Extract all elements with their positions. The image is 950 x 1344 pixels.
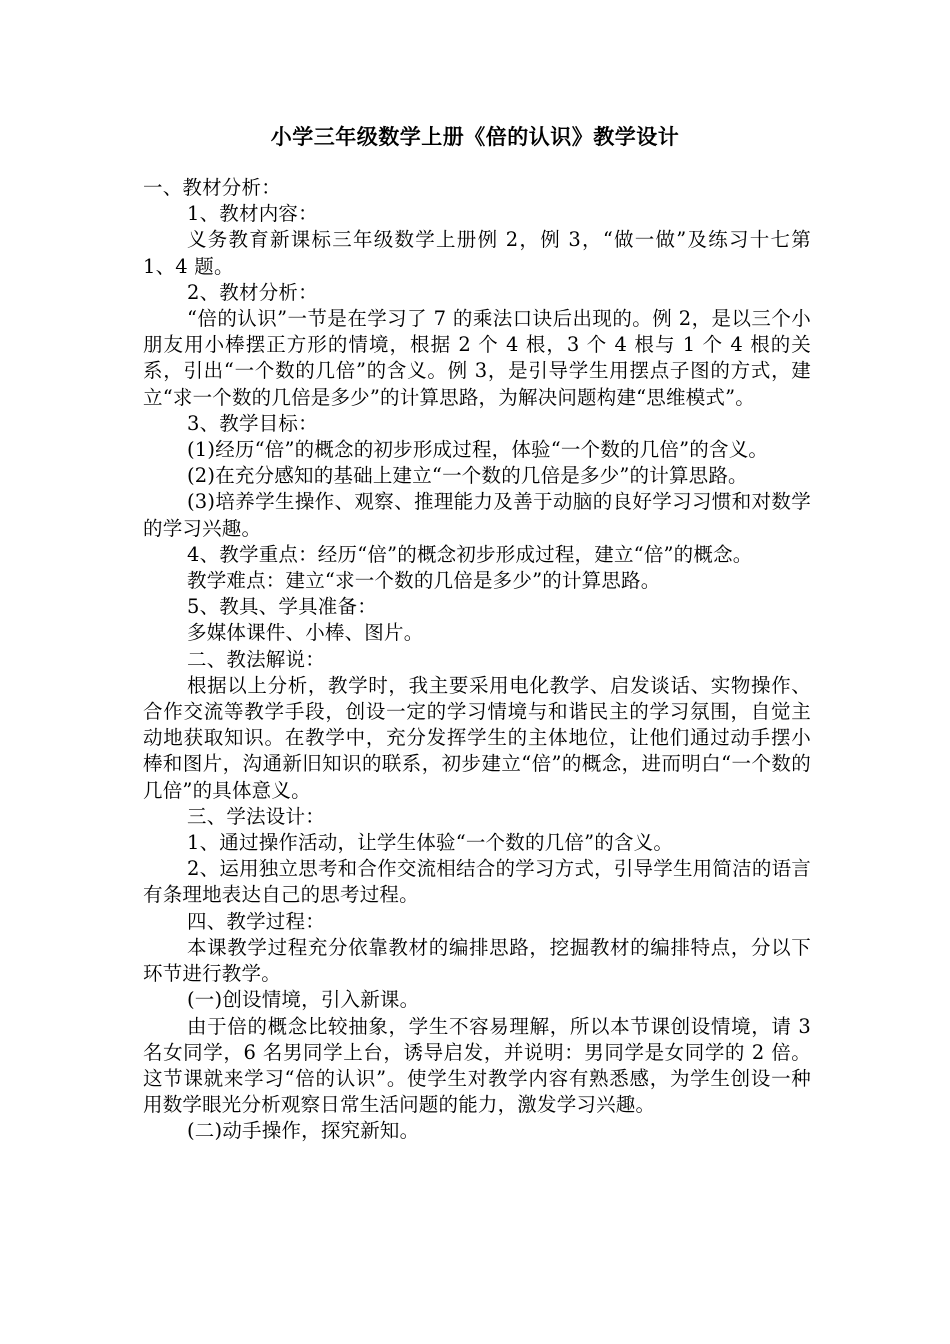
paragraph: (1)经历“倍”的概念的初步形成过程，体验“一个数的几倍”的含义。 — [187, 438, 769, 462]
paragraph: 多媒体课件、小棒、图片。 — [187, 621, 424, 645]
paragraph: 三、学法设计： — [187, 804, 325, 828]
paragraph: 由于倍的概念比较抽象，学生不容易理解，所以本节课创设情境，请 3 名女同学，6 名男同学上台，诱导启发，并说明：男同学是女同学的 2 倍。这节课就来学习“倍的认识”。使学生对教学内容有熟悉感，为学生创设一种用数学眼光分析观察日常生活问题的能力，激发学习兴趣。 — [143, 1014, 811, 1117]
paragraph: 教学难点：建立“求一个数的几倍是多少”的计算思路。 — [187, 569, 661, 593]
paragraph: 2、运用独立思考和合作交流相结合的学习方式，引导学生用简洁的语言有条理地表达自己的思考过程。 — [143, 857, 811, 907]
paragraph: 一、教材分析： — [143, 176, 281, 199]
paragraph: 义务教育新课标三年级数学上册例 2，例 3，“做一做”及练习十七第 1、4 题。 — [143, 228, 811, 278]
paragraph: (二)动手操作，探究新知。 — [187, 1119, 420, 1143]
paragraph: 根据以上分析，教学时，我主要采用电化教学、启发谈话、实物操作、合作交流等教学手段，创设一定的学习情境与和谐民主的学习氛围，自觉主动地获取知识。在教学中，充分发挥学生的主体地位，让他们通过动手摆小棒和图片，沟通新旧知识的联系，初步建立“倍”的概念，进而明白“一个数的几倍”的具体意义。 — [143, 673, 811, 802]
paragraph: 1、教材内容： — [187, 202, 318, 226]
paragraph: 二、教法解说： — [187, 647, 325, 671]
paragraph: (3)培养学生操作、观察、推理能力及善于动脑的良好学习习惯和对数学的学习兴趣。 — [143, 490, 811, 540]
paragraph: 本课教学过程充分依靠教材的编排思路，挖掘教材的编排特点，分以下环节进行教学。 — [143, 935, 811, 986]
document-title: 小学三年级数学上册《倍的认识》教学设计 — [270, 124, 680, 149]
paragraph: 5、教具、学具准备： — [187, 595, 377, 619]
document-body — [143, 175, 811, 1145]
paragraph: 4、教学重点：经历“倍”的概念初步形成过程，建立“倍”的概念。 — [187, 542, 753, 566]
paragraph: “倍的认识”一节是在学习了 7 的乘法口诀后出现的。例 2，是以三个小朋友用小棒摆正方形的情境，根据 2 个 4 根，3 个 4 根与 1 个 4 根的关系，引出“一个数的几倍”的含义。例 3，是引导学生用摆点子图的方式，建立“求一个数的几倍是多少”的计算思路，为解决问题构建“思维模式”。 — [143, 307, 811, 409]
paragraph: 2、教材分析： — [187, 280, 318, 304]
paragraph: 1、通过操作活动，让学生体验“一个数的几倍”的含义。 — [187, 831, 674, 855]
paragraph: 3、教学目标： — [187, 411, 318, 435]
paragraph: (一)创设情境，引入新课。 — [187, 988, 420, 1012]
paragraph: 四、教学过程： — [187, 909, 325, 933]
paragraph: (2)在充分感知的基础上建立“一个数的几倍是多少”的计算思路。 — [187, 464, 748, 488]
